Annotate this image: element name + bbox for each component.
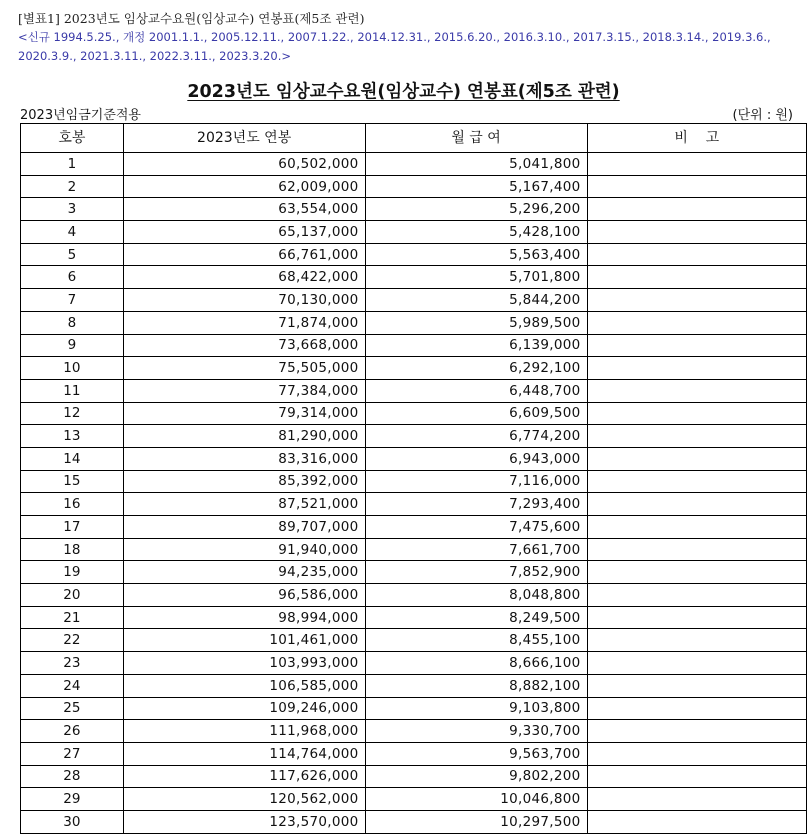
table-row <box>21 289 807 312</box>
cell-annual-salary: 73,668,000 <box>123 334 365 357</box>
table-row <box>21 379 807 402</box>
cell-remarks <box>587 357 806 380</box>
table-row <box>21 720 807 743</box>
cell-remarks <box>587 584 806 607</box>
cell-step: 6 <box>21 266 124 289</box>
cell-annual-salary: 85,392,000 <box>123 470 365 493</box>
cell-step: 26 <box>21 720 124 743</box>
cell-step: 20 <box>21 584 124 607</box>
cell-step: 19 <box>21 561 124 584</box>
table-row <box>21 652 807 675</box>
table-row <box>21 516 807 539</box>
table-row <box>21 447 807 470</box>
cell-monthly-pay: 6,139,000 <box>365 334 587 357</box>
table-row <box>21 742 807 765</box>
table-row <box>21 788 807 811</box>
cell-step: 25 <box>21 697 124 720</box>
cell-annual-salary: 101,461,000 <box>123 629 365 652</box>
cell-monthly-pay: 5,563,400 <box>365 243 587 266</box>
cell-remarks <box>587 810 806 833</box>
revision-history: <신규 1994.5.25., 개정 2001.1.1., 2005.12.11., 2007.1.22., 2014.12.31., 2015.6.20., 2016.3.10., 2017.3.15., 2018.3.14., 2019.3.6., 2020.3.9., 2021.3.11., 2022.3.11., 2023.3.20.> <box>18 30 771 63</box>
cell-remarks <box>587 221 806 244</box>
cell-monthly-pay: 9,330,700 <box>365 720 587 743</box>
cell-remarks <box>587 742 806 765</box>
cell-monthly-pay: 7,475,600 <box>365 516 587 539</box>
table-row <box>21 765 807 788</box>
cell-step: 28 <box>21 765 124 788</box>
cell-remarks <box>587 447 806 470</box>
cell-step: 2 <box>21 175 124 198</box>
table-row <box>21 198 807 221</box>
cell-remarks <box>587 379 806 402</box>
cell-annual-salary: 103,993,000 <box>123 652 365 675</box>
table-body <box>21 153 807 834</box>
cell-remarks <box>587 175 806 198</box>
cell-monthly-pay: 6,292,100 <box>365 357 587 380</box>
cell-monthly-pay: 9,103,800 <box>365 697 587 720</box>
cell-step: 30 <box>21 810 124 833</box>
col-header-monthly-pay: 월 급 여 <box>365 124 587 153</box>
table-row <box>21 674 807 697</box>
cell-remarks <box>587 652 806 675</box>
table-row <box>21 266 807 289</box>
cell-monthly-pay: 9,563,700 <box>365 742 587 765</box>
cell-monthly-pay: 6,943,000 <box>365 447 587 470</box>
cell-step: 5 <box>21 243 124 266</box>
salary-table <box>20 123 807 834</box>
table-row <box>21 584 807 607</box>
cell-remarks <box>587 153 806 176</box>
cell-annual-salary: 81,290,000 <box>123 425 365 448</box>
cell-step: 11 <box>21 379 124 402</box>
cell-step: 27 <box>21 742 124 765</box>
cell-remarks <box>587 266 806 289</box>
table-row <box>21 175 807 198</box>
cell-annual-salary: 109,246,000 <box>123 697 365 720</box>
cell-remarks <box>587 311 806 334</box>
cell-step: 15 <box>21 470 124 493</box>
page-title <box>0 78 807 103</box>
col-header-annual-salary: 2023년도 연봉 <box>123 124 365 153</box>
cell-step: 16 <box>21 493 124 516</box>
cell-annual-salary: 83,316,000 <box>123 447 365 470</box>
cell-remarks <box>587 334 806 357</box>
table-row <box>21 153 807 176</box>
cell-remarks <box>587 765 806 788</box>
unit-note: (단위 : 원) <box>732 108 793 123</box>
cell-monthly-pay: 6,448,700 <box>365 379 587 402</box>
cell-step: 29 <box>21 788 124 811</box>
cell-remarks <box>587 561 806 584</box>
cell-monthly-pay: 8,455,100 <box>365 629 587 652</box>
cell-remarks <box>587 720 806 743</box>
cell-monthly-pay: 7,852,900 <box>365 561 587 584</box>
cell-annual-salary: 62,009,000 <box>123 175 365 198</box>
appendix-reference: [별표1] 2023년도 임상교수요원(임상교수) 연봉표(제5조 관련) <box>18 11 365 26</box>
cell-annual-salary: 66,761,000 <box>123 243 365 266</box>
cell-remarks <box>587 425 806 448</box>
cell-monthly-pay: 6,774,200 <box>365 425 587 448</box>
cell-monthly-pay: 5,428,100 <box>365 221 587 244</box>
cell-step: 7 <box>21 289 124 312</box>
cell-monthly-pay: 5,701,800 <box>365 266 587 289</box>
cell-annual-salary: 114,764,000 <box>123 742 365 765</box>
cell-annual-salary: 111,968,000 <box>123 720 365 743</box>
cell-annual-salary: 60,502,000 <box>123 153 365 176</box>
cell-annual-salary: 117,626,000 <box>123 765 365 788</box>
cell-remarks <box>587 243 806 266</box>
wage-basis-note: 2023년임금기준적용 <box>20 108 141 123</box>
cell-monthly-pay: 5,041,800 <box>365 153 587 176</box>
col-header-remarks: 비 고 <box>587 124 806 153</box>
cell-remarks <box>587 697 806 720</box>
table-row <box>21 606 807 629</box>
cell-monthly-pay: 8,048,800 <box>365 584 587 607</box>
cell-annual-salary: 68,422,000 <box>123 266 365 289</box>
cell-monthly-pay: 10,046,800 <box>365 788 587 811</box>
cell-annual-salary: 65,137,000 <box>123 221 365 244</box>
cell-remarks <box>587 629 806 652</box>
table-row <box>21 334 807 357</box>
cell-monthly-pay: 5,167,400 <box>365 175 587 198</box>
cell-monthly-pay: 10,297,500 <box>365 810 587 833</box>
cell-monthly-pay: 8,666,100 <box>365 652 587 675</box>
table-row <box>21 470 807 493</box>
cell-remarks <box>587 788 806 811</box>
cell-step: 9 <box>21 334 124 357</box>
cell-remarks <box>587 402 806 425</box>
cell-monthly-pay: 8,249,500 <box>365 606 587 629</box>
table-row <box>21 629 807 652</box>
cell-remarks <box>587 198 806 221</box>
cell-step: 13 <box>21 425 124 448</box>
cell-monthly-pay: 7,293,400 <box>365 493 587 516</box>
cell-remarks <box>587 493 806 516</box>
cell-remarks <box>587 606 806 629</box>
table-row <box>21 425 807 448</box>
cell-annual-salary: 77,384,000 <box>123 379 365 402</box>
cell-step: 10 <box>21 357 124 380</box>
cell-step: 4 <box>21 221 124 244</box>
cell-monthly-pay: 5,296,200 <box>365 198 587 221</box>
cell-remarks <box>587 674 806 697</box>
cell-monthly-pay: 7,661,700 <box>365 538 587 561</box>
table-row <box>21 243 807 266</box>
cell-step: 24 <box>21 674 124 697</box>
cell-remarks <box>587 470 806 493</box>
table-row <box>21 221 807 244</box>
table-row <box>21 402 807 425</box>
cell-annual-salary: 98,994,000 <box>123 606 365 629</box>
cell-annual-salary: 70,130,000 <box>123 289 365 312</box>
table-row <box>21 311 807 334</box>
cell-annual-salary: 91,940,000 <box>123 538 365 561</box>
col-header-step: 호봉 <box>21 124 124 153</box>
cell-remarks <box>587 538 806 561</box>
cell-monthly-pay: 7,116,000 <box>365 470 587 493</box>
cell-annual-salary: 120,562,000 <box>123 788 365 811</box>
cell-monthly-pay: 5,844,200 <box>365 289 587 312</box>
cell-step: 23 <box>21 652 124 675</box>
cell-annual-salary: 63,554,000 <box>123 198 365 221</box>
cell-step: 12 <box>21 402 124 425</box>
table-row <box>21 810 807 833</box>
cell-step: 14 <box>21 447 124 470</box>
cell-remarks <box>587 289 806 312</box>
cell-annual-salary: 75,505,000 <box>123 357 365 380</box>
cell-annual-salary: 87,521,000 <box>123 493 365 516</box>
cell-step: 3 <box>21 198 124 221</box>
table-row <box>21 357 807 380</box>
cell-annual-salary: 94,235,000 <box>123 561 365 584</box>
cell-monthly-pay: 6,609,500 <box>365 402 587 425</box>
cell-step: 1 <box>21 153 124 176</box>
cell-monthly-pay: 8,882,100 <box>365 674 587 697</box>
cell-monthly-pay: 9,802,200 <box>365 765 587 788</box>
cell-step: 21 <box>21 606 124 629</box>
cell-annual-salary: 106,585,000 <box>123 674 365 697</box>
cell-annual-salary: 79,314,000 <box>123 402 365 425</box>
page-title-text: 2023년도 임상교수요원(임상교수) 연봉표(제5조 관련) <box>187 82 620 102</box>
table-row <box>21 697 807 720</box>
cell-annual-salary: 71,874,000 <box>123 311 365 334</box>
cell-annual-salary: 89,707,000 <box>123 516 365 539</box>
table-row <box>21 538 807 561</box>
cell-monthly-pay: 5,989,500 <box>365 311 587 334</box>
cell-annual-salary: 96,586,000 <box>123 584 365 607</box>
cell-step: 8 <box>21 311 124 334</box>
cell-step: 17 <box>21 516 124 539</box>
cell-remarks <box>587 516 806 539</box>
cell-step: 22 <box>21 629 124 652</box>
cell-annual-salary: 123,570,000 <box>123 810 365 833</box>
table-row <box>21 561 807 584</box>
table-row <box>21 493 807 516</box>
cell-step: 18 <box>21 538 124 561</box>
table-header-row <box>21 124 807 153</box>
